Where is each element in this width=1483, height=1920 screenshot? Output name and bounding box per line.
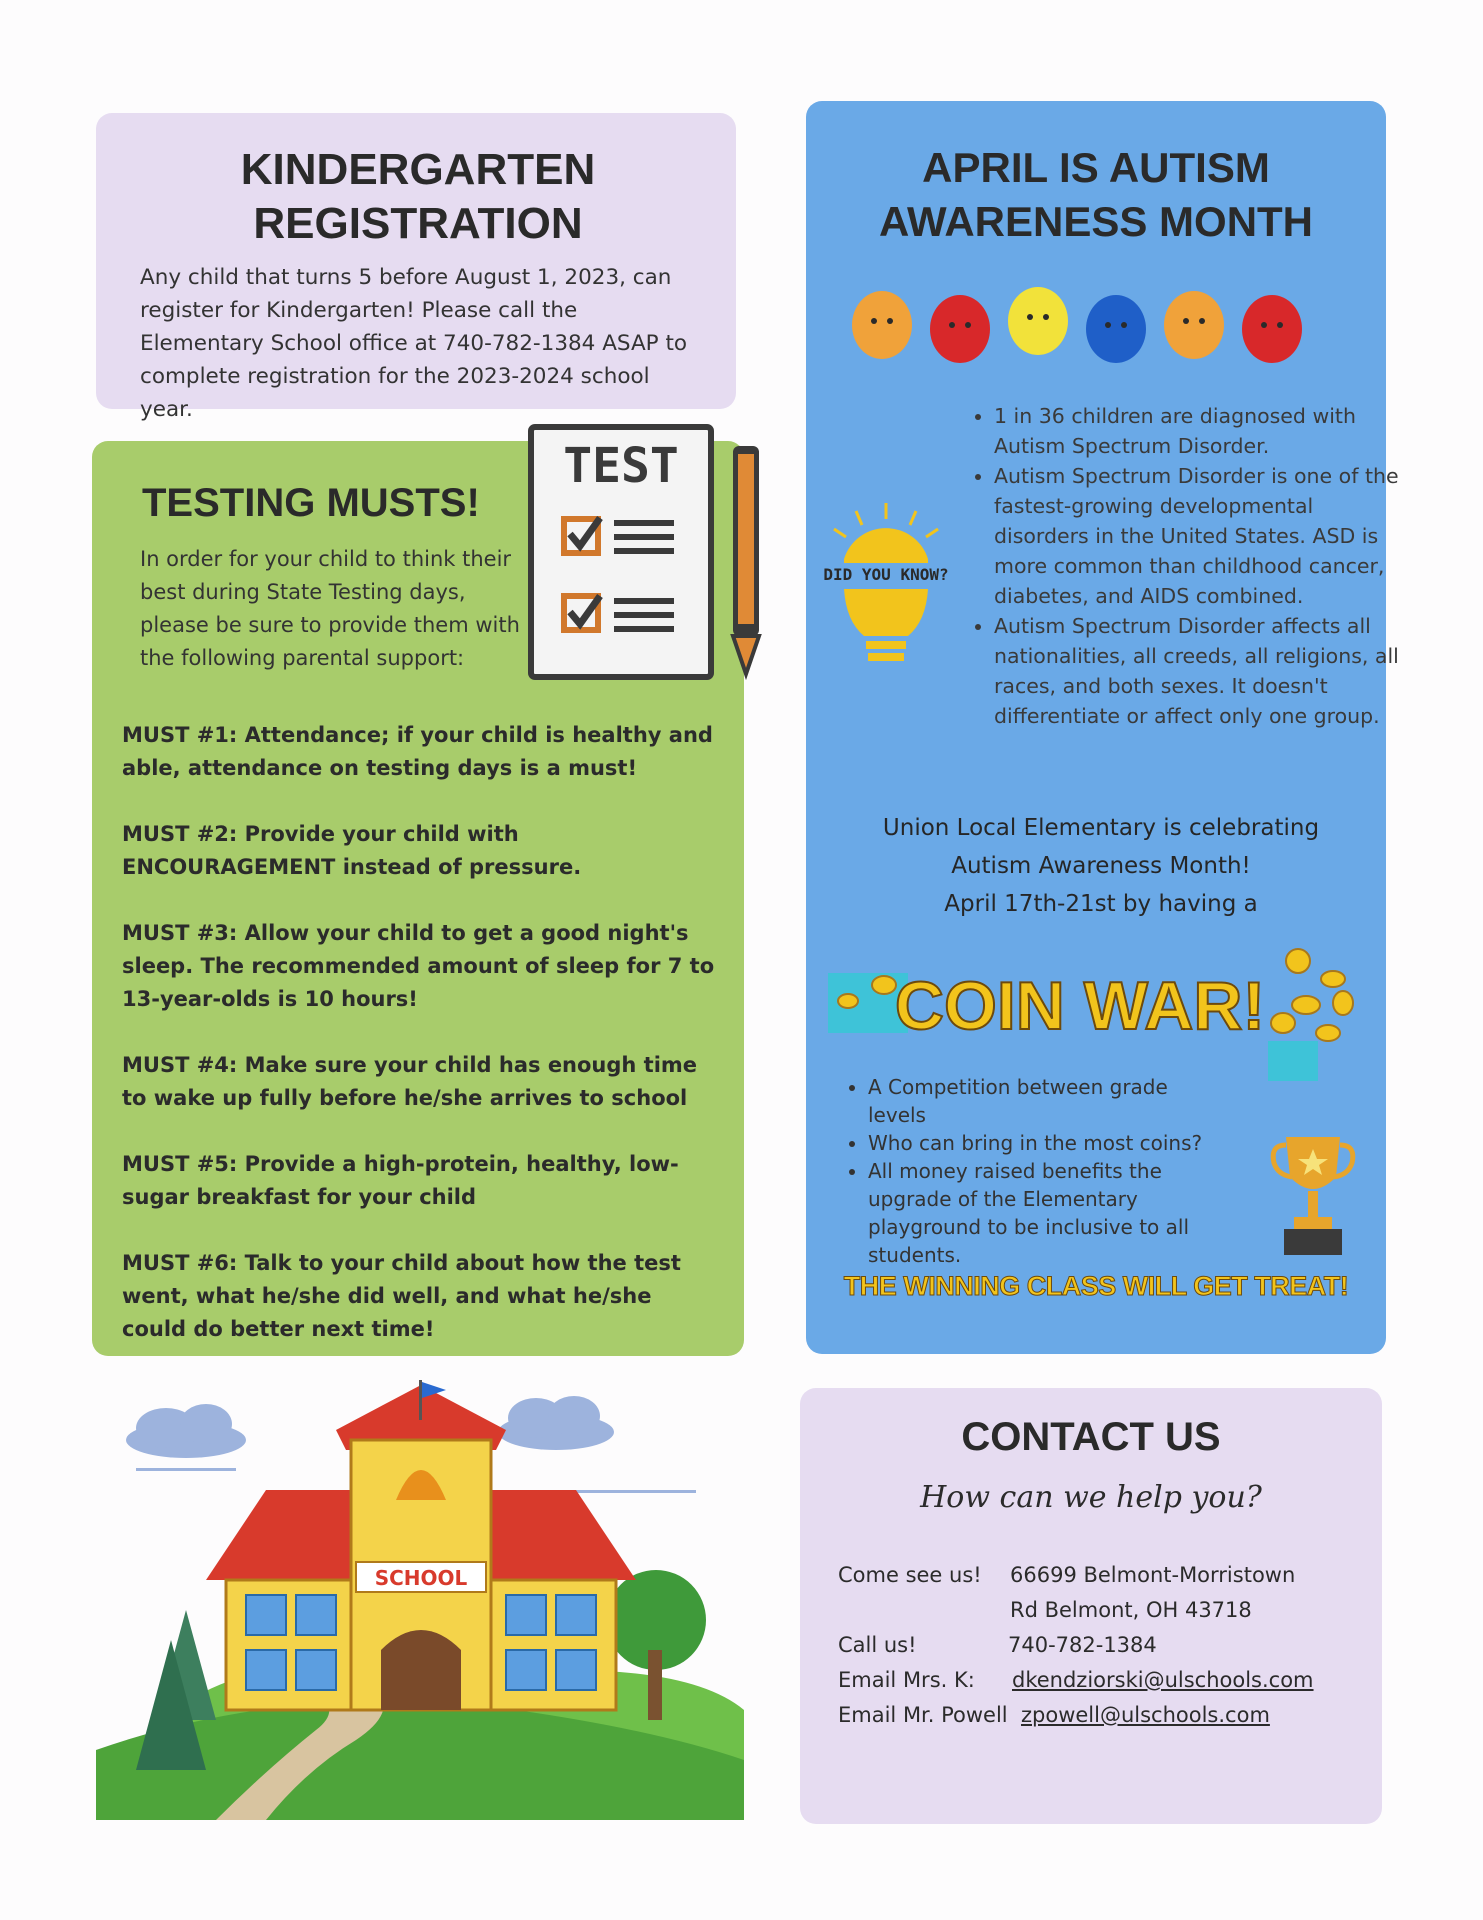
contact-title: CONTACT US (961, 1415, 1221, 1459)
coin-war-banner (828, 941, 1368, 1091)
address-line1: 66699 Belmont-Morristown (1010, 1563, 1296, 1587)
school-sign-label: SCHOOL (374, 1566, 468, 1590)
fact-item: • Autism Spectrum Disorder is one of the fastest-growing developmental disorders in the United States. ASD is more common than childhood cancer, diabetes, and AIDS combined. (994, 461, 1414, 611)
autism-facts-list (956, 401, 1414, 731)
email-k-label: Email Mrs. K: (838, 1668, 975, 1692)
coin-war-title: COIN WAR! (894, 968, 1266, 1044)
must-3: MUST #3: Allow your child to get a good night's sleep. The recommended amount of sleep for 7 to 13-year-olds is 10 hours! (122, 921, 715, 1011)
competition-item: • A Competition between grade levels (868, 1073, 1228, 1129)
email-k-link[interactable]: dkendziorski@ulschools.com (1012, 1668, 1314, 1692)
school-building-illustration (96, 1380, 744, 1820)
kindergarten-card (96, 113, 736, 422)
contact-tagline: How can we help you? (920, 1480, 1262, 1515)
must-1: MUST #1: Attendance; if your child is healthy and able, attendance on testing days is a must! (122, 723, 713, 780)
celebrate-text (846, 809, 1356, 923)
lightbulb-icon (816, 501, 956, 751)
contact-card (800, 1388, 1382, 1824)
test-label: TEST (563, 438, 679, 494)
fact-item: • 1 in 36 children are diagnosed with Autism Spectrum Disorder. (994, 401, 1414, 461)
colorful-hands-icon (842, 263, 1352, 373)
call-label: Call us! (838, 1633, 917, 1657)
test-checklist-icon (528, 424, 778, 684)
email-p-link[interactable]: zpowell@ulschools.com (1021, 1703, 1270, 1727)
kindergarten-body: Any child that turns 5 before August 1, 2023, can register for Kindergarten! Please call the Elementary School office at 740-782-1384 ASAP to complete registration for the 2023-2024 school year. (140, 265, 688, 422)
did-you-know-label: DID YOU KNOW? (823, 565, 949, 584)
competition-item: • Who can bring in the most coins? (868, 1129, 1228, 1157)
address-line2: Rd Belmont, OH 43718 (1010, 1598, 1252, 1622)
email-p-label: Email Mr. Powell (838, 1703, 1008, 1727)
must-4: MUST #4: Make sure your child has enough time to wake up fully before he/she arrives to school (122, 1053, 698, 1110)
celebrate-line: April 17th-21st by having a (944, 891, 1258, 917)
must-5: MUST #5: Provide a high-protein, healthy, low-sugar breakfast for your child (122, 1152, 679, 1209)
winning-class-text: THE WINNING CLASS WILL GET TREAT! (843, 1271, 1349, 1301)
phone-number: 740-782-1384 (1008, 1633, 1157, 1657)
kindergarten-title: KINDERGARTEN REGISTRATION (240, 145, 596, 248)
must-2: MUST #2: Provide your child with ENCOURAGEMENT instead of pressure. (122, 822, 582, 879)
testing-intro: In order for your child to think their best during State Testing days, please be sure to provide them with the following parental support: (140, 547, 520, 670)
trophy-icon (1268, 1131, 1358, 1261)
testing-title: TESTING MUSTS! (142, 481, 480, 525)
fact-item: • Autism Spectrum Disorder affects all nationalities, all creeds, all religions, all races, and both sexes. It doesn't differentiate or affect only one group. (994, 611, 1414, 731)
autism-card (806, 101, 1399, 1354)
autism-title: APRIL IS AUTISM AWARENESS MONTH (878, 144, 1314, 245)
celebrate-line: Union Local Elementary is celebrating (882, 815, 1320, 841)
competition-list (838, 1073, 1228, 1269)
competition-item: • All money raised benefits the upgrade of the Elementary playground to be inclusive to all students. (868, 1157, 1228, 1269)
must-6: MUST #6: Talk to your child about how the test went, what he/she did well, and what he/she could do better next time! (122, 1251, 681, 1341)
visit-label: Come see us! (838, 1563, 982, 1587)
celebrate-line: Autism Awareness Month! (951, 853, 1251, 879)
